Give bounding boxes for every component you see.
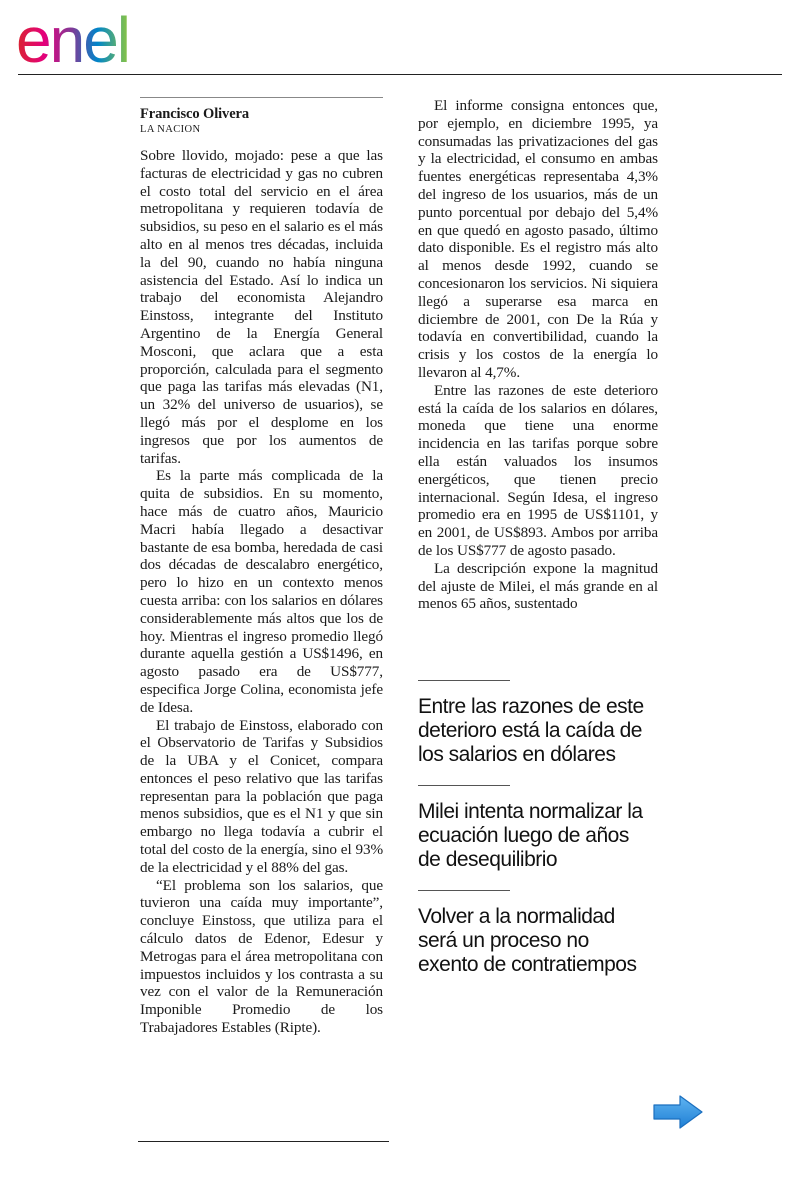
paragraph: Es la parte más complicada de la quita de subsidios. En su momento, hace más de cuatro años, Mauricio Macri había llegado a desactivar bastante de esa bomba, heredada de casi dos décadas de descalabro energético, pero lo hizo en un contexto menos cuesta arriba: con los salarios en dólares considerablemente más altos que los de hoy. Mientras el ingreso promedio llegó durante aquella gestión a US$1496, en agosto pasado era de US$777, especifica Jorge Colina, economista jefe de Idesa. xyxy=(140,467,383,716)
pull-quote-rule xyxy=(418,785,510,786)
column-bottom-rule xyxy=(138,1141,389,1142)
outlet-name: LA NACION xyxy=(140,124,201,135)
logo-wordmark: enel xyxy=(16,8,129,70)
page-header xyxy=(0,0,800,80)
arrow-right-icon[interactable] xyxy=(652,1094,704,1130)
author-name: Francisco Olivera xyxy=(140,106,250,122)
paragraph: Entre las razones de este deterioro está la caída de los salarios en dólares, moneda que tiene una enorme incidencia en las tarifas porque sobre ella están valuados los insumos energéticos, que tienen precio internacional. Según Idesa, el ingreso promedio era en 1995 de US$1101, y en 2001, de US$893. Ambos por arriba de los US$777 de agosto pasado. xyxy=(418,381,658,559)
paragraph: “El problema son los salarios, que tuvieron una caída muy importante”, concluye Einstoss, que utiliza para el cálculo datos de Edenor, Edesur y Metrogas para el área metropolitana con impuestos incluidos y los contrasta a su vez con el valor de la Remuneración Imponible Promedio de los Trabajadores Estables (Ripte). xyxy=(140,876,383,1037)
pull-quote: Entre las razones de este deterioro está la caída de los salarios en dólares xyxy=(418,695,644,766)
pull-quotes xyxy=(418,680,648,995)
column-top-rule xyxy=(140,97,383,98)
pull-quote: Volver a la normalidad será un proceso no exento de contratiempos xyxy=(418,905,637,976)
paragraph: Sobre llovido, mojado: pese a que las facturas de electricidad y gas no cubren el costo total del servicio en el área metropolitana y requieren todavía de subsidios, su peso en el salario es el más alto en al menos tres décadas, incluida la del 90, cuando no había ninguna asistencia del Estado. Así lo indica un trabajo del economista Alejandro Einstoss, integrante del Instituto Argentino de la Energía General Mosconi, que aclara que a esta proporción, calculada para el segmento que paga las tarifas más elevadas (N1, un 32% del universo de usuarios), se llegó más por el desplome en los ingresos que por los aumentos de tarifas. xyxy=(140,147,383,467)
pull-quote-rule xyxy=(418,680,510,681)
pull-quote: Milei intenta normalizar la ecuación luego de años de desequilibrio xyxy=(418,800,643,871)
article-left-column xyxy=(140,97,383,1037)
enel-logo xyxy=(16,8,181,70)
pull-quote-rule xyxy=(418,890,510,891)
article-right-column xyxy=(418,97,658,613)
paragraph: El informe consigna entonces que, por ejemplo, en diciembre 1995, ya consumadas las privatizaciones del gas y la electricidad, el consumo en ambas fuentes energéticas representaba 4,3% del ingreso de los usuarios, más de un punto porcentual por debajo del 5,4% en que quedó en agosto pasado, último dato disponible. Es el registro más alto al menos desde 1992, cuando se concesionaron los servicios. Ni siquiera llegó a superarse esa marca en diciembre de 2001, con De la Rúa y todavía en convertibilidad, cuando la crisis y los costos de la energía lo llevaron al 4,7%. xyxy=(418,97,658,381)
header-divider xyxy=(18,74,782,75)
paragraph: El trabajo de Einstoss, elaborado con el Observatorio de Tarifas y Subsidios de la UBA y el Conicet, compara entonces el peso relativo que las tarifas representan para la población que paga menos subsidios, que es el N1 y que sin embargo no llega todavía a cubrir el total del costo de la energía, sino el 93% de la electricidad y el 88% del gas. xyxy=(140,716,383,876)
paragraph: La descripción expone la magnitud del ajuste de Milei, el más grande en al menos 65 años, sustentado xyxy=(418,559,658,613)
